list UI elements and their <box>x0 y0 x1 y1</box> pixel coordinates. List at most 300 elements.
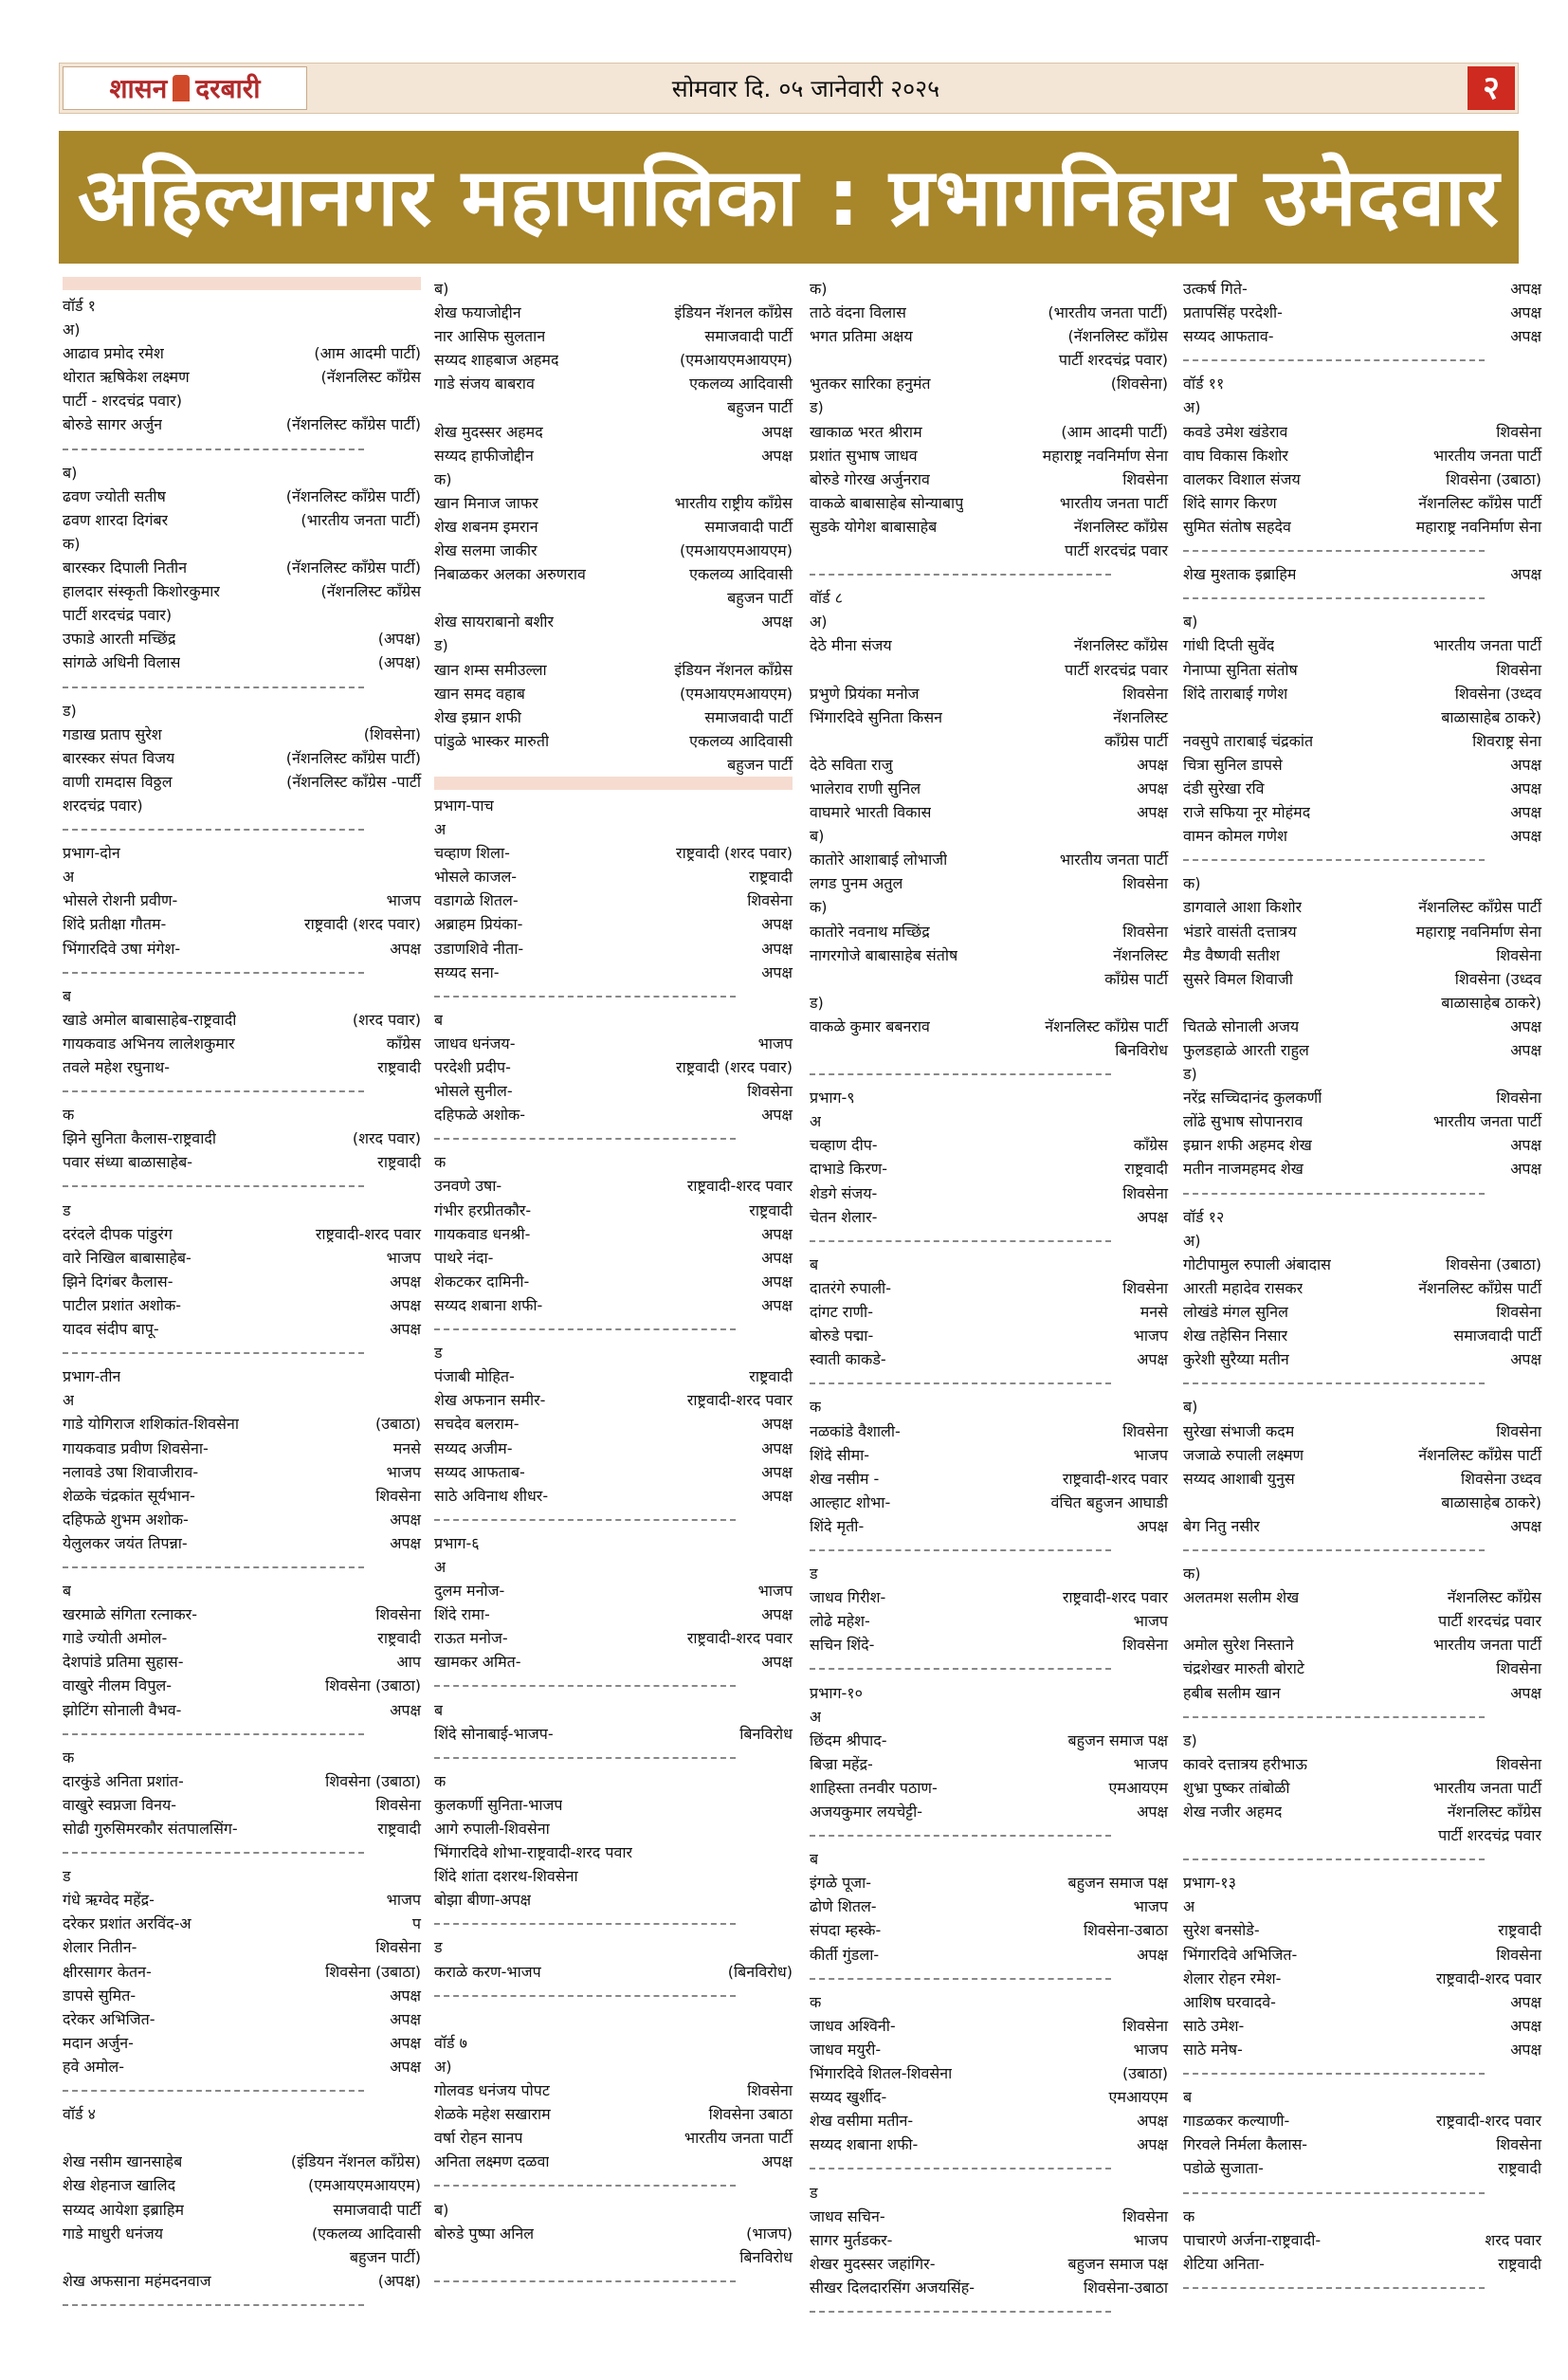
section-label: ड <box>434 1344 443 1363</box>
candidate-row <box>1183 1347 1541 1371</box>
section-label: क) <box>1183 874 1201 893</box>
candidate-name: उडाणशिवे नीता- <box>434 939 524 958</box>
candidate-name: भिंगारदिवे शितल-शिवसेना <box>810 2064 953 2083</box>
candidate-row <box>63 2007 421 2031</box>
party-name: अपक्ष <box>761 1295 793 1314</box>
section-label: अ <box>1183 1897 1195 1916</box>
candidate-name: येलुलकर जयंत तिपन्ना- <box>63 1533 188 1552</box>
candidate-row <box>434 1888 793 1912</box>
party-name: (शरद पवार) <box>352 1010 421 1029</box>
party-name: एमआयएम <box>1108 1778 1168 1797</box>
party-name: अपक्ष <box>1137 2112 1168 2131</box>
candidate-row <box>810 1324 1168 1347</box>
section-label: अ) <box>1183 398 1201 417</box>
section-label: वॉर्ड ८ <box>810 589 844 608</box>
candidate-row <box>434 841 793 865</box>
section-divider <box>1183 2276 1541 2299</box>
party-name: अपक्ष <box>1137 1207 1168 1226</box>
candidate-row <box>434 1412 793 1436</box>
candidate-name: सांगळे अधिनी विलास <box>63 653 181 672</box>
candidate-name: पंजाबी मोहित- <box>434 1367 515 1386</box>
party-name: बहुजन समाज पक्ष <box>1067 1730 1168 1749</box>
candidate-row <box>434 1199 793 1222</box>
candidate-row <box>434 1055 793 1079</box>
candidate-name: शेख नसीम खानसाहेब <box>63 2152 183 2171</box>
party-name: मनसे <box>1140 1303 1168 1322</box>
column-2 <box>434 277 793 2293</box>
candidate-row <box>434 1388 793 1412</box>
candidate-name: सुमित संतोष सहदेव <box>1183 517 1291 536</box>
section-label: क) <box>810 898 828 917</box>
party-name: शिवसेना <box>1496 945 1541 964</box>
candidate-row <box>434 420 793 444</box>
candidate-name: दरंदले दीपक पांडुरंग <box>63 1224 173 1243</box>
candidate-row <box>810 1752 1168 1776</box>
candidate-name: तवले महेश रघुनाथ- <box>63 1058 171 1076</box>
party-name: महाराष्ट्र नवनिर्माण सेना <box>1415 517 1541 536</box>
candidate-name: भगत प्रतिमा अक्षय <box>810 327 913 346</box>
section-divider <box>810 1657 1168 1680</box>
section-heading <box>810 1990 1168 2014</box>
candidate-name: दुलम मनोज- <box>434 1582 505 1601</box>
candidate-row <box>810 301 1168 324</box>
candidate-row <box>1183 1324 1541 1347</box>
section-divider <box>1183 1847 1541 1871</box>
section-divider <box>810 1538 1168 1562</box>
party-name: भारतीय जनता पार्टी <box>1432 1112 1541 1131</box>
party-name: (नॅशनलिस्ट कॉंग्रेस -पार्टी <box>286 772 421 791</box>
section-heading <box>63 1388 421 1412</box>
party-name: अपक्ष <box>761 1438 793 1457</box>
party-name: अपक्ष <box>1510 280 1541 298</box>
candidate-row <box>1183 2038 1541 2061</box>
party-name: बाळासाहेब ठाकरे) <box>1441 707 1541 726</box>
party-name: अपक्ष <box>390 2033 421 2052</box>
section-label: ड <box>63 1200 71 1219</box>
candidate-row <box>63 1602 421 1626</box>
candidate-name: चव्हाण दीप- <box>810 1136 878 1155</box>
candidate-name: शेख सायराबानो बशीर <box>434 613 555 632</box>
party-name: भाजप <box>1133 1754 1168 1773</box>
section-heading <box>1183 1062 1541 1086</box>
party-name: अपक्ष <box>1137 1803 1168 1821</box>
candidate-row <box>1183 277 1541 301</box>
candidate-row <box>434 912 793 936</box>
candidate-row <box>1183 1657 1541 1680</box>
candidate-name: शिंदे सोनाबाई-भाजप- <box>434 1724 554 1743</box>
candidate-name: भंडारे वासंती दत्तात्रय <box>1183 922 1297 941</box>
candidate-name: शेख अफसाना महंमदनवाज <box>63 2271 211 2290</box>
section-heading <box>810 1705 1168 1729</box>
party-name: अपक्ष <box>1510 1350 1541 1369</box>
candidate-name: सय्यद हाफीजोद्दीन <box>434 446 534 465</box>
candidate-row <box>810 943 1168 967</box>
party-name: शिवसेना (उबाठा) <box>1446 1254 1541 1273</box>
candidate-name: लोंढे सुभाष सोपानराव <box>1183 1112 1304 1131</box>
candidate-row <box>434 1174 793 1198</box>
candidate-row <box>434 491 793 515</box>
party-name: वंचित बहुजन आघाडी <box>1050 1492 1168 1511</box>
section-heading <box>810 1681 1168 1705</box>
section-heading <box>1183 1395 1541 1419</box>
section-heading <box>63 841 421 865</box>
candidate-row <box>810 467 1168 491</box>
party-name: (एकलव्य आदिवासी <box>311 2224 421 2243</box>
candidate-row <box>810 2085 1168 2109</box>
candidate-row <box>810 1133 1168 1157</box>
section-label: ड) <box>434 636 448 655</box>
candidate-row <box>810 1443 1168 1467</box>
candidate-row <box>63 723 421 746</box>
party-name: शिवसेना <box>375 1486 421 1505</box>
section-label: प्रभाग-१३ <box>1183 1874 1236 1893</box>
party-name: शिवसेना <box>1122 2206 1168 2225</box>
candidate-row <box>434 2150 793 2173</box>
party-name: अपक्ष <box>1510 303 1541 322</box>
party-name: अपक्ष <box>390 1295 421 1314</box>
candidate-row <box>434 348 793 372</box>
party-name: (एमआयएमआयएम) <box>680 541 793 560</box>
party-name: राष्ट्रवादी <box>1498 2159 1541 2178</box>
candidate-name: झिने सुनिता कैलास-राष्ट्रवादी <box>63 1129 216 1148</box>
candidate-row <box>434 1602 793 1626</box>
party-name: शिवराष्ट्र सेना <box>1472 731 1541 750</box>
candidate-row <box>63 2245 421 2269</box>
candidate-row <box>810 871 1168 895</box>
candidate-row <box>434 961 793 984</box>
candidate-row <box>810 633 1168 657</box>
candidate-row <box>63 1317 421 1341</box>
candidate-name: सय्यद आशाबी युनुस <box>1183 1469 1295 1488</box>
candidate-name: शिंदे शांता दशरथ-शिवसेना <box>434 1867 578 1886</box>
section-heading <box>434 1555 793 1579</box>
candidate-row <box>810 2205 1168 2228</box>
candidate-name: अनिता लक्ष्मण दळवा <box>434 2152 550 2171</box>
candidate-row <box>810 1895 1168 1918</box>
party-name: शिवसेना (उबाठा) <box>325 1962 421 1981</box>
candidate-row <box>434 1650 793 1674</box>
candidate-name: नागरगोजे बाबासाहेब संतोष <box>810 945 958 964</box>
section-label: अ <box>810 1112 822 1131</box>
candidate-row <box>434 1270 793 1293</box>
party-name: बिनविरोध <box>739 2247 793 2266</box>
party-name: अपक्ष <box>761 939 793 958</box>
section-label: ड <box>810 1565 818 1584</box>
candidate-name: पडोळे सुजाता- <box>1183 2159 1264 2178</box>
section-heading <box>63 984 421 1008</box>
candidate-name: गाडे ज्योती अमोल- <box>63 1629 168 1648</box>
section-label: अ <box>434 1557 447 1576</box>
party-name: समाजवादी पार्टी <box>704 327 793 346</box>
candidate-row <box>810 1347 1168 1371</box>
party-name: अपक्ष <box>761 446 793 465</box>
candidate-name: वाकळे कुमार बबनराव <box>810 1016 930 1035</box>
candidate-name: पवार संध्या बाळासाहेब- <box>63 1153 193 1172</box>
party-name: राष्ट्रवादी-शरद पवार <box>1435 1968 1541 1987</box>
candidate-name: लोढे महेश- <box>810 1612 870 1631</box>
section-label: वॉर्ड १ <box>63 297 97 315</box>
candidate-name: खान शम्स समीउल्ला <box>434 660 547 679</box>
candidate-row <box>1183 1585 1541 1609</box>
candidate-name: चित्रा सुनिल डापसे <box>1183 755 1283 774</box>
column-3 <box>810 277 1168 2323</box>
candidate-name: शिंदे सीमा- <box>810 1445 870 1464</box>
candidate-name: साठे उमेश- <box>1183 2016 1245 2035</box>
party-name: शिवसेना <box>1496 2135 1541 2154</box>
candidate-row <box>1183 895 1541 919</box>
candidate-name: प्रतापसिंह परदेशी- <box>1183 303 1283 322</box>
party-name: (एमआयएमआयएम) <box>308 2176 421 2195</box>
candidate-row <box>1183 2252 1541 2276</box>
party-name: राष्ट्रवादी-शरद पवार <box>686 1177 793 1196</box>
section-divider <box>63 1722 421 1746</box>
section-divider <box>1183 2061 1541 2085</box>
candidate-row <box>434 937 793 961</box>
candidate-name: इम्रान शफी अहमद शेख <box>1183 1136 1312 1155</box>
candidate-row <box>810 2228 1168 2252</box>
candidate-row <box>63 1032 421 1055</box>
candidate-name: साठे अविनाथ शीधर- <box>434 1486 549 1505</box>
candidate-row <box>63 389 421 412</box>
party-name: (आम आदमी पार्टी) <box>314 344 421 363</box>
candidate-row <box>63 912 421 936</box>
section-label: क <box>434 1153 447 1172</box>
candidate-row <box>1183 1491 1541 1514</box>
party-name: (एमआयएमआयएम) <box>680 351 793 370</box>
candidate-row <box>1183 1800 1541 1823</box>
section-divider <box>1183 348 1541 372</box>
party-name: प <box>411 1914 421 1933</box>
candidate-row <box>63 1650 421 1674</box>
party-name: अपक्ष <box>390 2057 421 2076</box>
section-divider <box>434 1984 793 2007</box>
candidate-name: गोटीपामुल रुपाली अंबादास <box>1183 1254 1331 1273</box>
section-divider <box>1183 1538 1541 1562</box>
candidate-row <box>810 729 1168 753</box>
party-name: राष्ट्रवादी <box>377 1153 421 1172</box>
party-name: समाजवादी पार्टी <box>1453 1327 1541 1346</box>
candidate-name: मतीन नाजमहमद शेख <box>1183 1160 1304 1179</box>
candidate-name: वडागळे शितल- <box>434 891 519 910</box>
section-label: ब <box>810 1254 819 1273</box>
candidate-row <box>1183 1514 1541 1538</box>
candidate-name: शिंदे मृती- <box>810 1516 865 1535</box>
candidate-row <box>63 1126 421 1150</box>
party-name: पार्टी शरदचंद्र पवार <box>1065 541 1168 560</box>
party-name: भारतीय राष्ट्रीय कॉंग्रेस <box>674 493 793 512</box>
candidate-row <box>63 1437 421 1460</box>
candidate-row <box>1183 1419 1541 1443</box>
candidate-name: दंडी सुरेखा रवि <box>1183 778 1265 797</box>
candidate-row <box>810 515 1168 539</box>
candidate-name: देशपांडे प्रतिमा सुहास- <box>63 1653 184 1672</box>
section-label: क <box>1183 2206 1195 2225</box>
party-name: राष्ट्रवादी <box>1124 1160 1168 1179</box>
section-label: ब) <box>434 280 449 298</box>
candidate-row <box>810 1776 1168 1800</box>
candidate-row <box>434 1864 793 1888</box>
candidate-row <box>63 1270 421 1293</box>
party-name: अपक्ष <box>761 1415 793 1434</box>
candidate-name: भोसले काजल- <box>434 868 518 887</box>
section-heading <box>434 1008 793 1032</box>
candidate-row <box>810 1157 1168 1181</box>
candidate-name: शेख मुदस्सर अहमद <box>434 422 543 441</box>
party-name: (भाजप) <box>746 2224 793 2243</box>
candidate-name: हालदार संस्कृती किशोरकुमार <box>63 582 220 601</box>
section-label: ब <box>810 1850 819 1869</box>
section-label: अ) <box>810 613 828 632</box>
party-name: शिवसेना <box>1122 1278 1168 1297</box>
candidate-name: कुरेशी सुरैय्या मतीन <box>1183 1350 1289 1369</box>
section-heading <box>1183 871 1541 895</box>
issue-date: सोमवार दि. ०५ जानेवारी २०२५ <box>671 75 940 102</box>
candidate-name: डापसे सुमित- <box>63 1986 137 2005</box>
candidate-row <box>63 627 421 650</box>
party-name: अपक्ष <box>761 422 793 441</box>
party-name: भाजप <box>386 1248 421 1267</box>
party-name: अपक्ष <box>761 1224 793 1243</box>
party-name: भारतीय जनता पार्टी <box>1432 1778 1541 1797</box>
party-name: कॉंग्रेस <box>1133 1136 1168 1155</box>
spacer <box>63 2126 421 2150</box>
section-heading <box>810 1253 1168 1276</box>
section-divider <box>434 2269 793 2293</box>
party-name: भाजप <box>1133 2040 1168 2059</box>
candidate-name: सय्यद आफताव- <box>1183 327 1274 346</box>
candidate-name: दरेकर प्रशांत अरविंद-अ <box>63 1914 191 1933</box>
candidate-row <box>63 1293 421 1317</box>
party-name: नॅशनलिस्ट कॉंग्रेस <box>1447 1588 1541 1607</box>
headline-banner <box>59 131 1519 264</box>
candidate-row <box>810 777 1168 800</box>
candidate-name: बारस्कर संपत विजय <box>63 748 175 767</box>
section-heading <box>1183 1229 1541 1253</box>
section-heading <box>1183 1729 1541 1752</box>
section-label: ड) <box>1183 1730 1197 1749</box>
candidate-row <box>810 1633 1168 1657</box>
party-name: अपक्ष <box>1510 1160 1541 1179</box>
candidate-name: सय्यद शबाना शफी- <box>810 2135 919 2154</box>
candidate-name: शेख अफनान समीर- <box>434 1391 546 1410</box>
section-divider <box>434 1912 793 1935</box>
section-label: क) <box>1183 1565 1201 1584</box>
party-name: कॉंग्रेस पार्टी <box>1104 731 1168 750</box>
candidate-row <box>1183 777 1541 800</box>
candidate-row <box>434 2126 793 2150</box>
section-label: क <box>434 1771 447 1790</box>
candidate-row <box>63 650 421 674</box>
candidate-row <box>63 1055 421 1079</box>
party-name: शिवसेना <box>1496 1945 1541 1964</box>
candidate-name: संपदा म्हस्के- <box>810 1921 882 1940</box>
candidate-name: परदेशी प्रदीप- <box>434 1058 511 1076</box>
party-name: अपक्ष <box>1510 1136 1541 1155</box>
section-divider <box>63 1079 421 1103</box>
candidate-name: नवसुपे ताराबाई चंद्रकांत <box>1183 731 1314 750</box>
candidate-name: आगे रुपाली-शिवसेना <box>434 1820 550 1838</box>
party-name: अपक्ष <box>390 939 421 958</box>
candidate-row <box>63 888 421 912</box>
party-name: राष्ट्रवादी <box>749 868 793 887</box>
candidate-name: अब्राहम प्रियंका- <box>434 915 523 934</box>
section-heading <box>63 1864 421 1888</box>
section-label: अ <box>63 868 75 887</box>
candidate-name: देठे मीना संजय <box>810 636 892 655</box>
party-name: अपक्ष <box>390 2009 421 2028</box>
section-heading <box>810 991 1168 1015</box>
party-name: शिवसेना <box>1496 1303 1541 1322</box>
party-name: (इंडियन नॅशनल कॉंग्रेस) <box>290 2152 421 2171</box>
candidate-row <box>810 1038 1168 1062</box>
candidate-name: शेख सलमा जाकीर <box>434 541 538 560</box>
party-name: अपक्ष <box>1510 565 1541 584</box>
candidate-row <box>434 1579 793 1602</box>
candidate-name: जाधव गिरीश- <box>810 1588 886 1607</box>
section-label: ड <box>434 1938 443 1957</box>
candidate-name: वामन कोमल गणेश <box>1183 827 1287 846</box>
party-name: अपक्ष <box>761 1248 793 1267</box>
candidate-row <box>434 658 793 682</box>
candidate-name: स्वाती काकडे- <box>810 1350 886 1369</box>
party-name: शिवसेना <box>1496 1421 1541 1440</box>
candidate-row <box>1183 967 1541 991</box>
candidate-row <box>434 1817 793 1840</box>
party-name: अपक्ष <box>1510 2040 1541 2059</box>
party-name: अपक्ष <box>1137 755 1168 774</box>
candidate-name: शेळके चंद्रकांत सूर्यभान- <box>63 1486 195 1505</box>
section-label: ड) <box>1183 1065 1197 1084</box>
candidate-row <box>63 1150 421 1174</box>
candidate-row <box>434 2245 793 2269</box>
section-heading <box>434 1341 793 1364</box>
party-name: अपक्ष <box>1510 1516 1541 1535</box>
candidate-row <box>63 1531 421 1555</box>
candidate-name: सुडके योगेश बाबासाहेब <box>810 517 938 536</box>
candidate-name: सय्यद अजीम- <box>434 1438 513 1457</box>
section-heading <box>810 895 1168 919</box>
party-name: अपक्ष <box>390 1533 421 1552</box>
section-heading <box>63 865 421 888</box>
section-label: क <box>810 1398 822 1417</box>
party-name: राष्ट्रवादी-शरद पवार <box>1062 1469 1168 1488</box>
section-heading <box>434 1531 793 1555</box>
candidate-row <box>1183 1681 1541 1705</box>
candidate-name: बारस्कर दिपाली नितीन <box>63 558 188 577</box>
section-heading <box>810 277 1168 301</box>
section-label: वॉर्ड ७ <box>434 2033 468 2052</box>
section-label: ड) <box>810 993 824 1012</box>
candidate-name: लगड पुनम अतुल <box>810 874 903 893</box>
candidate-name: चितळे सोनाली अजय <box>1183 1016 1300 1035</box>
party-name: बाळासाहेब ठाकरे) <box>1441 1492 1541 1511</box>
section-label: वॉर्ड ११ <box>1183 375 1225 394</box>
candidate-row <box>810 1871 1168 1895</box>
party-name: भारतीय जनता पार्टी <box>1432 446 1541 465</box>
candidate-name: शेकटकर दामिनी- <box>434 1272 530 1291</box>
section-heading <box>1183 2085 1541 2109</box>
party-name: शिवसेना <box>375 1605 421 1624</box>
candidate-row <box>63 1484 421 1508</box>
candidate-name: शिंदे सागर किरण <box>1183 493 1277 512</box>
candidate-name: ताठे वंदना विलास <box>810 303 906 322</box>
candidate-name: वर्षा रोहन सानप <box>434 2129 523 2148</box>
candidate-name: थोरात ऋषिकेश लक्ष्मण <box>63 368 190 387</box>
candidate-row <box>1183 562 1541 586</box>
candidate-row <box>1183 1752 1541 1776</box>
party-name: शिवसेना (उबाठा) <box>1446 469 1541 488</box>
section-label: ब <box>434 1700 444 1719</box>
